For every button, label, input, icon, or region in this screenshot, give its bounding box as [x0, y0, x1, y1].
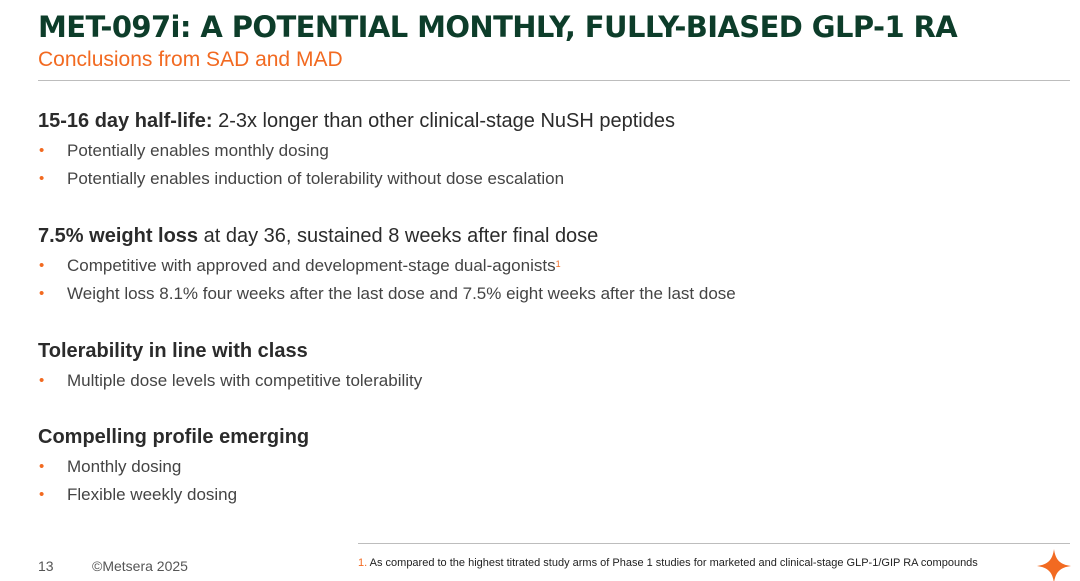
section-heading: [38, 225, 736, 248]
footnote-number: 1.: [358, 557, 368, 569]
bullet-text: Potentially enables monthly dosing: [67, 141, 329, 160]
list-item: [38, 453, 309, 481]
section-heading: [38, 110, 675, 133]
heading-bold: Tolerability in line with class: [38, 340, 308, 362]
slide-title: MET-097i: A POTENTIAL MONTHLY, FULLY-BIASED GLP-1 RA: [38, 10, 958, 44]
bullet-text: Multiple dose levels with competitive tolerability: [67, 371, 423, 390]
list-item: [38, 137, 675, 165]
heading-bold: 15-16 day half-life:: [38, 110, 213, 132]
bullet-list: [38, 453, 309, 509]
bullet-text: Monthly dosing: [67, 457, 182, 476]
footnote-ref: 1: [555, 259, 561, 269]
section-heading: [38, 340, 422, 363]
bullet-text: Potentially enables induction of tolerability without dose escalation: [67, 169, 565, 188]
bullet-icon: •: [39, 486, 45, 503]
bullet-icon: •: [39, 458, 45, 475]
bullet-list: [38, 252, 736, 308]
bullet-icon: •: [39, 372, 45, 389]
section-tolerability: [38, 340, 422, 395]
section-half-life: [38, 110, 675, 193]
bullet-icon: •: [39, 257, 45, 274]
copyright: ©Metsera 2025: [92, 558, 188, 574]
page-number: 13: [38, 558, 54, 574]
section-heading: [38, 426, 309, 449]
bullet-icon: •: [39, 142, 45, 159]
heading-rest: 2-3x longer than other clinical-stage NuSH peptides: [212, 110, 675, 132]
orange-four-point-star-icon: [1037, 549, 1071, 581]
footnote: [358, 556, 988, 570]
list-item: [38, 367, 422, 395]
bullet-text: Weight loss 8.1% four weeks after the last dose and 7.5% eight weeks after the last dose: [67, 284, 736, 303]
heading-rest: at day 36, sustained 8 weeks after final dose: [198, 225, 599, 247]
section-weight-loss: [38, 225, 736, 308]
list-item: [38, 481, 309, 509]
bullet-icon: •: [39, 170, 45, 187]
footnote-text: As compared to the highest titrated study arms of Phase 1 studies for marketed and clinical-stage GLP-1/GIP RA compounds: [369, 557, 978, 569]
list-item: [38, 165, 675, 193]
heading-bold: Compelling profile emerging: [38, 426, 310, 448]
bullet-text: Competitive with approved and development-stage dual-agonists: [67, 256, 556, 275]
slide-subtitle: Conclusions from SAD and MAD: [38, 48, 343, 71]
footer-divider: [358, 543, 1070, 544]
bullet-text: Flexible weekly dosing: [67, 485, 238, 504]
list-item: [38, 280, 736, 308]
bullet-icon: •: [39, 285, 45, 302]
section-profile: [38, 426, 309, 509]
bullet-list: [38, 367, 422, 395]
bullet-list: [38, 137, 675, 193]
title-divider: [38, 80, 1070, 81]
list-item: [38, 252, 736, 280]
heading-bold: 7.5% weight loss: [38, 225, 199, 247]
